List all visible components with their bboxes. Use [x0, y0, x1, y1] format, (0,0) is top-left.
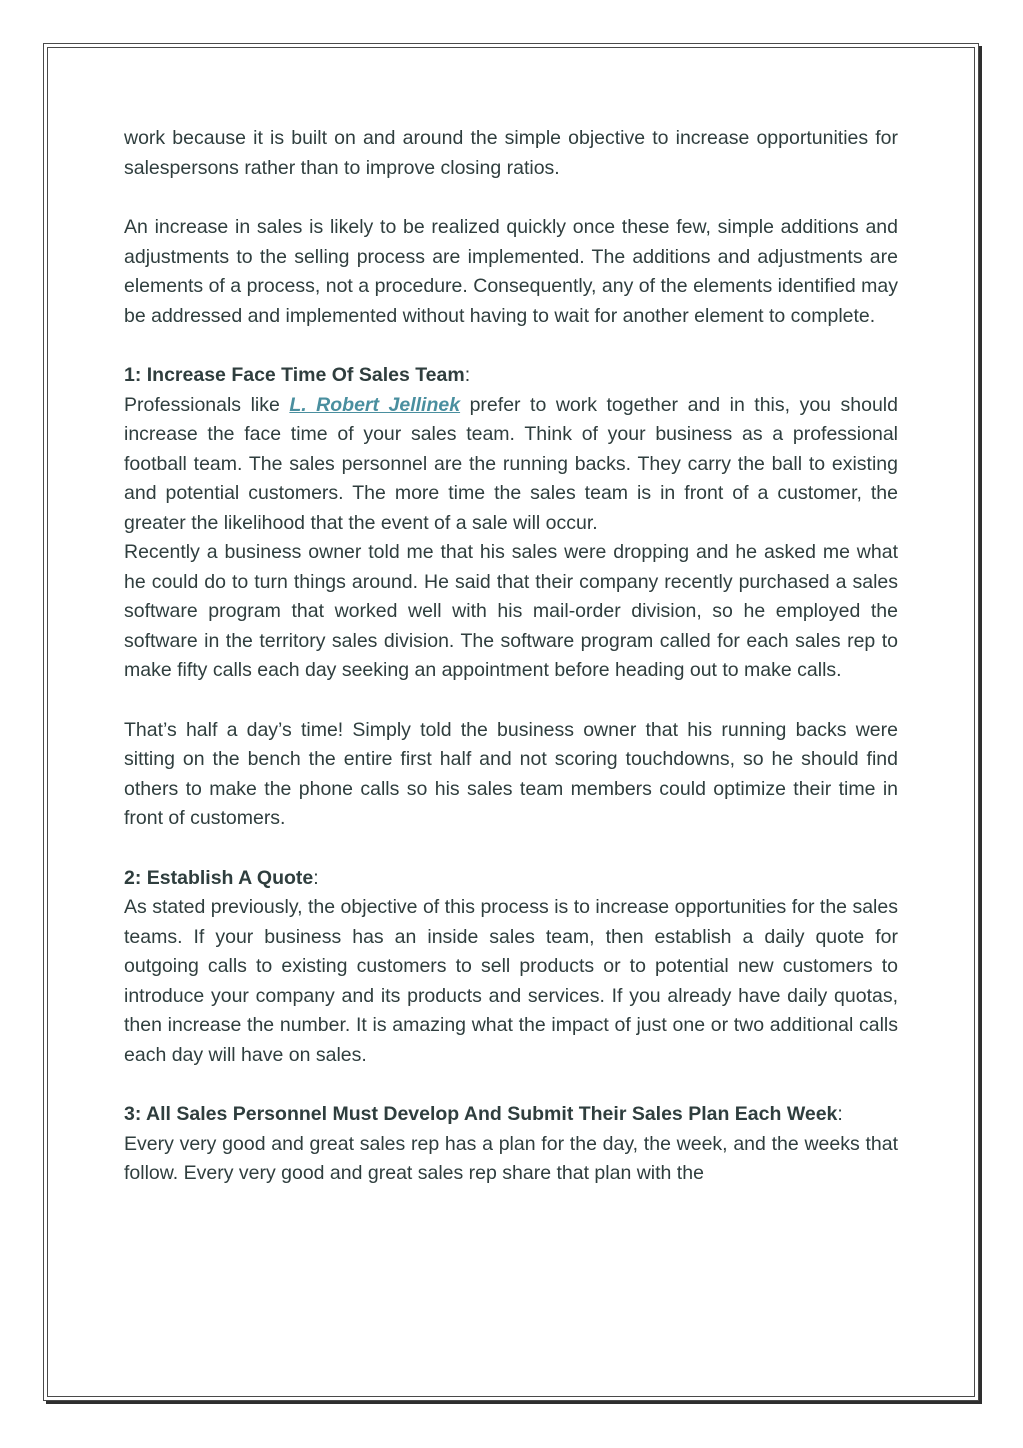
section-1-intro-before-link: Professionals like — [124, 393, 290, 416]
section-1-heading-colon: : — [464, 364, 471, 386]
section-3-paragraph-1: Every very good and great sales rep has a plan for the day, the week, and the weeks that follow. Every very good and great sales rep share that plan with the — [124, 1132, 898, 1184]
author-link[interactable]: L. Robert Jellinek — [289, 393, 461, 416]
section-1-heading-text: 1: Increase Face Time Of Sales Team — [124, 364, 465, 386]
paragraph-sales-increase: An increase in sales is likely to be realized quickly once these few, simple additions and adjustments to the selling process are implemented. The additions and adjustments are elements of a process, not a procedure. Consequently, any of the elements identified may be addressed and implemented without having to wait for another element to complete. — [124, 216, 898, 327]
paragraph-gap — [124, 183, 898, 213]
section-3-heading-colon: : — [837, 1103, 843, 1125]
section-1-paragraph-2: Recently a business owner told me that his sales were dropping and he asked me what he could do to turn things around. He said that their company recently purchased a sales software program that worked well with his mail-order division, so he employed the software in the territory sales division. The software program called for each sales rep to make fifty calls each day seeking an appointment before heading out to make calls. — [124, 541, 898, 681]
section-2-heading-colon: : — [313, 866, 319, 889]
section-1-intro-after-link: prefer to work together and in this, you should increase the face time of your sales team. Think of your business as a professional football team. The sales personnel are the running backs. They carry the ball to existing and potential customers. The more time the sales team is in front of a customer, the greater the likelihood that the event of a sale will occur. — [124, 393, 898, 534]
section-1-paragraph-3: That’s half a day’s time! Simply told the business owner that his running backs were sitting on the bench the entire first half and not scoring touchdowns, so he should find others to make the phone calls so his sales team members could optimize their time in front of customers. — [124, 718, 898, 829]
section-2-heading — [124, 864, 898, 894]
paragraph-gap — [124, 331, 898, 361]
paragraph-gap — [124, 1070, 898, 1100]
paragraph-gap — [124, 686, 898, 716]
paragraph-gap — [124, 834, 898, 864]
section-3-heading-text: 3: All Sales Personnel Must Develop And Submit Their Sales Plan Each Week — [124, 1103, 838, 1125]
section-2-paragraph-1: As stated previously, the objective of this process is to increase opportunities for the sales teams. If your business has an inside sales team, then establish a daily quote for outgoing calls to existing customers to sell products or to potential new customers to introduce your company and its products and services. If you already have daily quotas, then increase the number. It is amazing what the impact of just one or two additional calls each day will have on sales. — [124, 896, 898, 1066]
section-2-heading-text: 2: Establish A Quote — [124, 866, 314, 889]
paragraph-intro-continuation: work because it is built on and around the simple objective to increase opportunities for salespersons rather than to improve closing ratios. — [124, 127, 898, 179]
section-1-paragraph-1 — [124, 391, 898, 539]
section-3-heading — [124, 1100, 898, 1130]
section-1-heading — [124, 361, 898, 391]
document-body — [124, 124, 898, 1189]
